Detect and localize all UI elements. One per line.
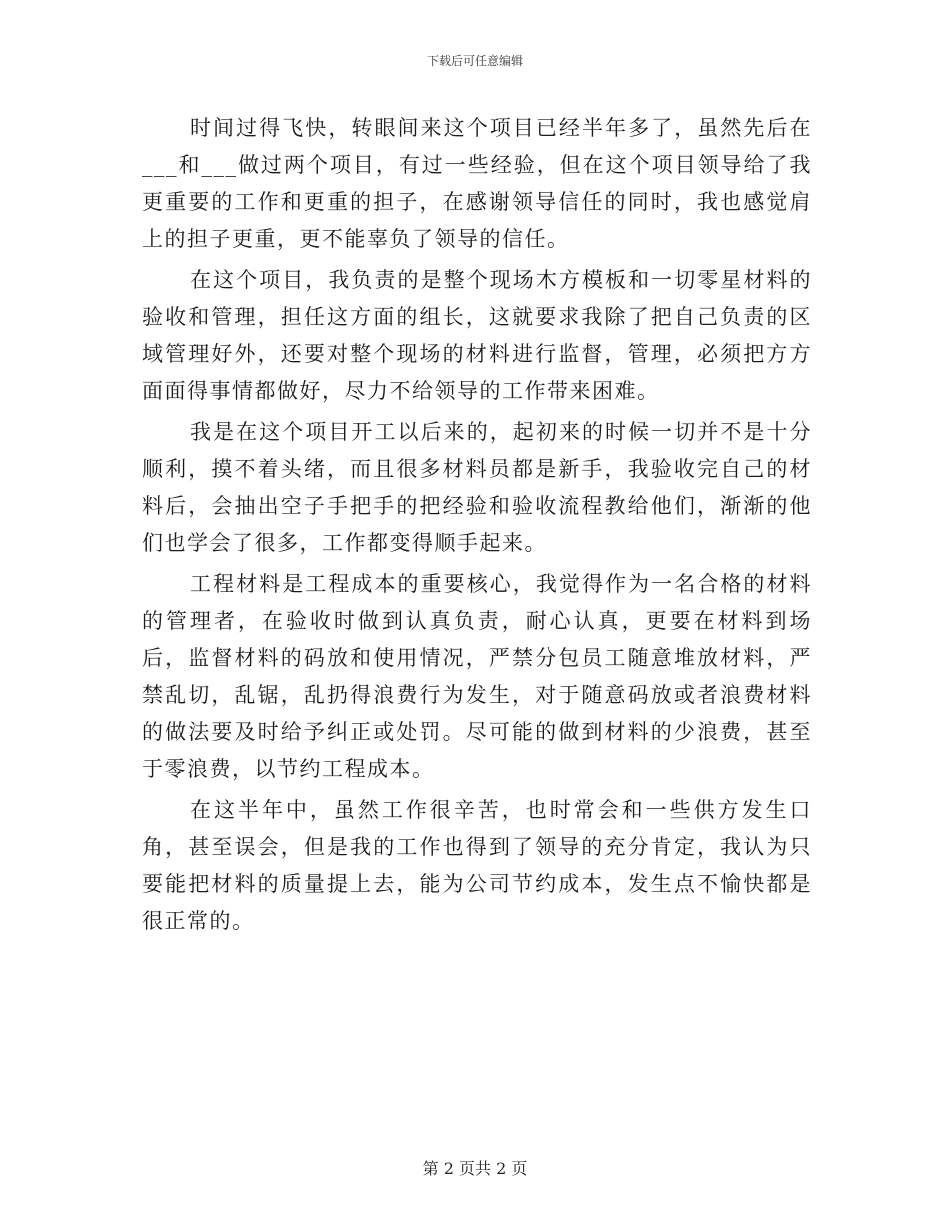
page-header-note: 下载后可任意编辑 <box>426 54 523 68</box>
paragraph-1: 时间过得飞快，转眼间来这个项目已经半年多了，虽然先后在___和___做过两个项目，有过一些经验，但在这个项目领导给了我更重要的工作和更重的担子，在感谢领导信任的同时，我也感觉肩上的担子更重，更不能辜负了领导的信任。 <box>142 116 812 251</box>
page-number: 第 2 页共 2 页 <box>422 1159 528 1178</box>
paragraph-2: 在这个项目，我负责的是整个现场木方模板和一切零星材料的验收和管理，担任这方面的组长，这就要求我除了把自己负责的区域管理好外，还要对整个现场的材料进行监督，管理，必须把方方面面得事情都做好，尽力不给领导的工作带来困难。 <box>142 268 812 403</box>
paragraph-4: 工程材料是工程成本的重要核心，我觉得作为一名合格的材料的管理者，在验收时做到认真负责，耐心认真，更要在材料到场后，监督材料的码放和使用情况，严禁分包员工随意堆放材料，严禁乱切，乱锯，乱扔得浪费行为发生，对于随意码放或者浪费材料的做法要及时给予纠正或处罚。尽可能的做到材料的少浪费，甚至于零浪费，以节约工程成本。 <box>142 572 812 781</box>
paragraph-5: 在这半年中，虽然工作很辛苦，也时常会和一些供方发生口角，甚至误会，但是我的工作也得到了领导的充分肯定，我认为只要能把材料的质量提上去，能为公司节约成本，发生点不愉快都是很正常的。 <box>142 798 812 933</box>
paragraph-3: 我是在这个项目开工以后来的，起初来的时候一切并不是十分顺利，摸不着头绪，而且很多材料员都是新手，我验收完自己的材料后，会抽出空子手把手的把经验和验收流程教给他们，渐渐的他们也学会了很多，工作都变得顺手起来。 <box>142 420 812 555</box>
document-body <box>142 110 812 944</box>
